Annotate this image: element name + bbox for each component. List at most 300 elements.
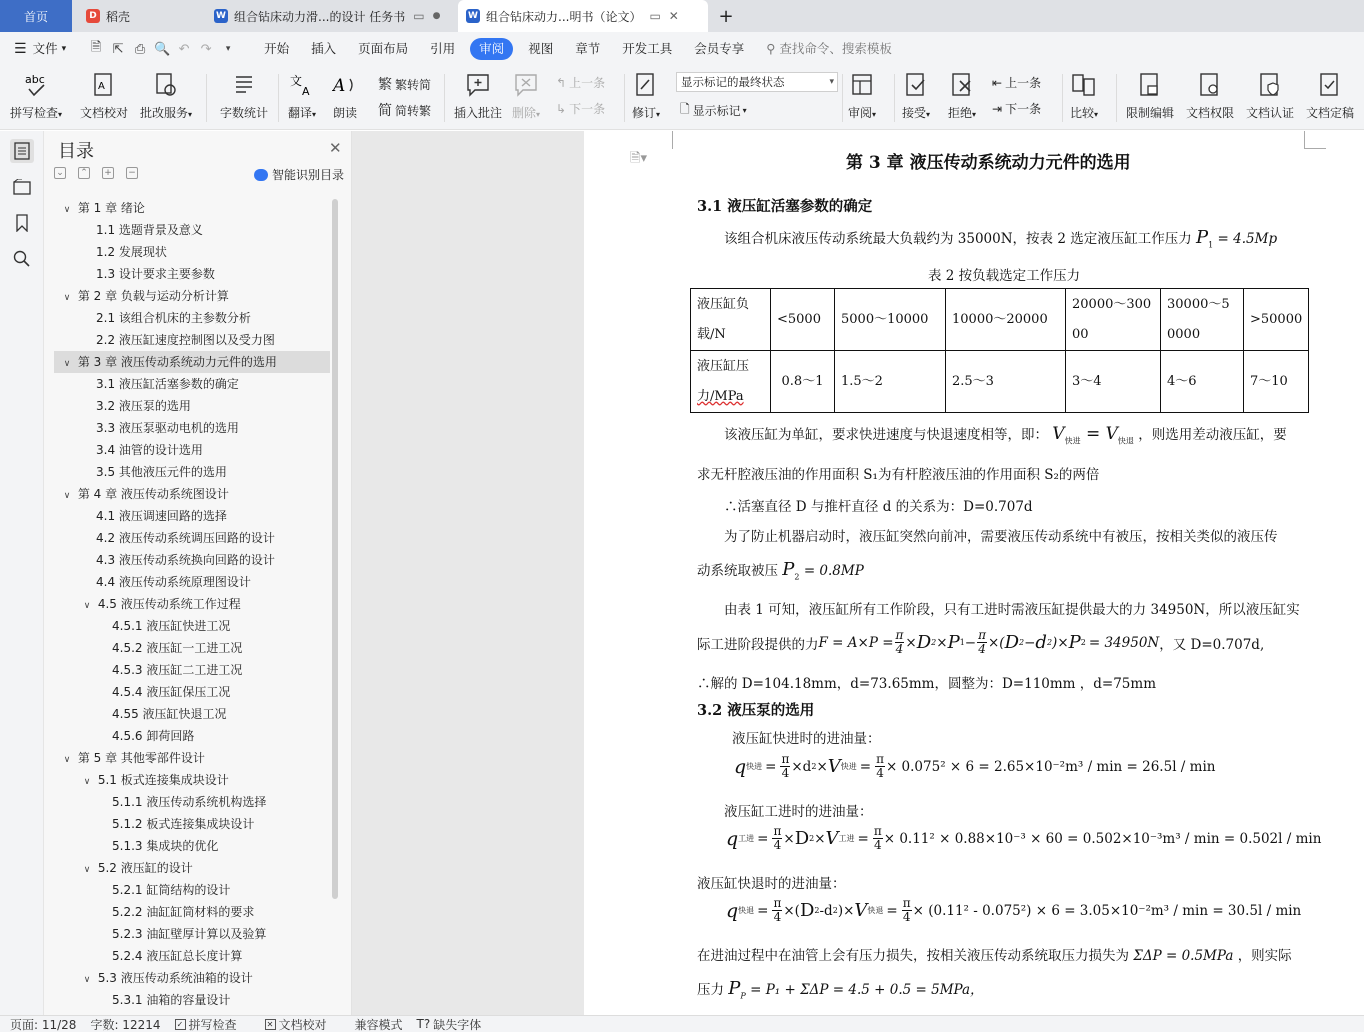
search-icon: ⚲ <box>766 41 776 56</box>
toc-item-label: 5.1.2 板式连接集成块设计 <box>112 817 255 831</box>
toc-item[interactable] <box>54 351 330 373</box>
chevron-down-icon[interactable]: ∨ <box>83 865 91 875</box>
next-change-label: 下一条 <box>1005 102 1042 116</box>
chevron-down-icon[interactable]: ∨ <box>63 755 71 765</box>
section-heading-3-2: 3.2 液压泵的选用 <box>697 702 815 719</box>
spell-check-status[interactable] <box>175 1016 251 1033</box>
chevron-down-icon: ▾ <box>312 110 317 119</box>
formula-operator: = <box>765 758 777 775</box>
tab-home[interactable] <box>0 0 72 32</box>
chevron-down-icon[interactable]: ∨ <box>83 777 91 787</box>
spell-check-icon <box>23 70 49 100</box>
doc-certify-button[interactable] <box>1246 70 1294 121</box>
toc-title: 目录 <box>58 141 94 162</box>
review-pane-button[interactable] <box>848 70 876 121</box>
toc-item[interactable] <box>54 769 330 791</box>
doc-check-button[interactable] <box>80 70 128 121</box>
toc-item[interactable] <box>54 637 330 659</box>
review-pane-icon <box>850 70 874 100</box>
formula-frac: $\frac{\pi}{4}$ <box>773 896 782 924</box>
paragraph <box>724 227 1277 250</box>
paragraph <box>724 423 1287 446</box>
table-cell: 2.5～3 <box>946 351 1066 413</box>
doc-check-label: 文档校对 <box>80 106 129 120</box>
toc-item[interactable] <box>54 879 330 901</box>
markup-state-value: 显示标记的最终状态 <box>681 75 785 89</box>
toc-item-label: 4.5.4 液压缸保压工况 <box>112 685 231 699</box>
paragraph: 由表 1 可知，液压缸所有工作阶段，只有工进时需液压缸提供最大的力 34950N，所以液压缸实 <box>724 602 1300 618</box>
toc-item-label: 第 5 章 其他零部件设计 <box>77 751 205 765</box>
tab-document-2[interactable] <box>458 0 708 32</box>
toc-item-label: 5.1.3 集成块的优化 <box>112 839 219 853</box>
menu-review[interactable]: 审阅 <box>470 38 513 60</box>
prev-comment-label: 上一条 <box>569 76 606 90</box>
trad-to-simp-button[interactable] <box>378 74 431 94</box>
hamburger-icon: ☰ <box>14 41 27 57</box>
toc-item-label: 5.2 液压缸的设计 <box>97 861 193 875</box>
chevron-down-icon: ▾ <box>829 77 834 87</box>
table-cell: 10000～20000 <box>946 289 1066 351</box>
menu-bar <box>0 32 1364 66</box>
menu-member[interactable]: 会员专享 <box>694 41 745 56</box>
doc-certify-label: 文档认证 <box>1246 106 1295 120</box>
chevron-down-icon[interactable]: ∨ <box>63 359 71 369</box>
smart-toc-button[interactable] <box>254 166 344 183</box>
formula-sub: 快进 <box>840 762 857 771</box>
batch-service-icon <box>154 70 178 100</box>
divider <box>842 74 843 122</box>
chevron-down-icon[interactable]: ∨ <box>63 293 71 303</box>
next-comment-label: 下一条 <box>569 102 606 116</box>
delete-comment-icon <box>513 70 539 100</box>
formula-q: q <box>734 755 747 778</box>
formula-sub: 工进 <box>738 834 755 843</box>
toc-item-label: 5.2.2 油缸缸筒材料的要求 <box>112 905 255 919</box>
doc-permission-button[interactable] <box>1186 70 1234 121</box>
toc-item-label: 3.1 液压缸活塞参数的确定 <box>96 377 239 391</box>
formula-text: ΣΔP = 0.5MPa <box>1133 948 1234 964</box>
save-icon[interactable]: 🗎 <box>90 40 102 55</box>
chevron-down-icon[interactable]: ∨ <box>83 975 91 985</box>
toc-item-label: 4.5.6 卸荷回路 <box>112 729 195 743</box>
spell-check-status-label: 拼写检查 <box>188 1017 237 1032</box>
reject-icon <box>950 70 974 100</box>
doc-permission-label: 文档权限 <box>1186 106 1235 120</box>
add-item-icon[interactable]: + <box>102 167 114 179</box>
prev-change-label: 上一条 <box>1005 76 1042 90</box>
table-cell: <5000 <box>771 289 835 351</box>
paragraph-text: 在进油过程中在油管上会有压力损失，按相关液压传动系统取压力损失为 <box>697 948 1129 964</box>
simp-trad-icon: 简 <box>378 103 392 119</box>
finalize-icon <box>1318 70 1342 100</box>
toc-item-label: 4.1 液压调速回路的选择 <box>96 509 227 523</box>
toc-item[interactable] <box>54 417 330 439</box>
chevron-down-icon: ▾ <box>742 106 747 115</box>
close-icon[interactable]: ✕ <box>668 9 679 23</box>
formula-speed: $V_{快进} = V_{快退}$ <box>1052 424 1134 446</box>
paragraph <box>697 559 864 582</box>
simp-to-trad-label: 简转繁 <box>395 103 432 118</box>
formula-p2: $P_2$ <box>782 559 800 582</box>
paragraph-text: 该液压缸为单缸，要求快进速度与快退速度相等，即： <box>724 427 1048 443</box>
toc-panel-icon[interactable] <box>10 139 34 163</box>
cell-text: 液压缸压 <box>697 358 750 374</box>
doc-finalize-button[interactable] <box>1306 70 1354 121</box>
remove-item-icon[interactable]: − <box>126 167 138 179</box>
doc-check-status-label: 文档校对 <box>278 1017 327 1032</box>
prev-comment-button[interactable] <box>556 74 605 91</box>
chevron-down-icon[interactable]: ∨ <box>63 491 71 501</box>
search-icon[interactable] <box>10 247 34 271</box>
chevron-down-icon: ▾ <box>58 110 63 119</box>
trad-simp-icon: 繁 <box>378 77 392 93</box>
toc-item[interactable] <box>54 395 330 417</box>
formula-sub: 快进 <box>746 762 763 771</box>
page-corner-mark <box>672 131 673 149</box>
batch-service-label: 批改服务 <box>140 106 189 120</box>
plus-icon: + <box>718 5 734 27</box>
toc-item-label: 5.1 板式连接集成块设计 <box>97 773 229 787</box>
chevron-down-icon: ▾ <box>656 110 661 119</box>
table-cell: >50000 <box>1244 289 1309 351</box>
page-corner-mark <box>1304 148 1326 149</box>
toc-list <box>54 197 330 1007</box>
formula-operator: = <box>859 758 872 775</box>
toc-item[interactable] <box>54 219 330 241</box>
delete-comment-label: 删除 <box>512 106 537 120</box>
formula-text: × 0.11² × 0.88×10⁻³ × 60 = 0.502×10⁻³m³ / min = 0.502l / min <box>883 830 1322 847</box>
toc-item-label: 4.5.2 液压缸一工进工况 <box>112 641 243 655</box>
toc-item[interactable] <box>54 263 330 285</box>
smart-toc-label: 智能识别目录 <box>272 168 345 182</box>
toc-scrollbar[interactable] <box>332 199 338 899</box>
compare-button[interactable] <box>1070 70 1098 121</box>
menu-developer[interactable]: 开发工具 <box>622 41 673 56</box>
next-comment-button[interactable] <box>556 100 605 117</box>
close-icon[interactable]: ✕ <box>329 139 342 157</box>
prev-change-button[interactable] <box>992 74 1041 91</box>
tab-pin-icon[interactable]: ▭ <box>649 9 661 23</box>
toc-item[interactable] <box>54 791 330 813</box>
toc-item-label: 5.2.4 液压缸总长度计算 <box>112 949 243 963</box>
toc-item-label: 3.5 其他液压元件的选用 <box>96 465 227 479</box>
word-count-icon <box>232 70 256 100</box>
translate-label: 翻译 <box>288 106 313 120</box>
formula-sub: 工进 <box>838 834 855 843</box>
toc-item-label: 4.2 液压传动系统调压回路的设计 <box>96 531 275 545</box>
word-count-button[interactable] <box>220 70 268 121</box>
section-heading-3-1: 3.1 液压缸活塞参数的确定 <box>697 198 873 215</box>
menu-insert[interactable]: 插入 <box>311 41 337 56</box>
toc-item-label: 第 2 章 负载与运动分析计算 <box>77 289 229 303</box>
toc-item-label: 2.2 液压缸速度控制图以及受力图 <box>96 333 275 347</box>
tab-document-1-label: 组合钻床动力滑...的设计 任务书 <box>234 9 406 24</box>
cell-text: 液压缸负 <box>697 296 750 312</box>
toc-item[interactable] <box>54 857 330 879</box>
toc-item-label: 3.4 油管的设计选用 <box>96 443 203 457</box>
word-count-status[interactable]: 字数: 12214 <box>90 1017 161 1032</box>
toc-item-label: 4.5.3 液压缸二工进工况 <box>112 663 243 677</box>
doc-check-status[interactable] <box>265 1016 341 1033</box>
tab-bar <box>0 0 1364 32</box>
formula-frac: $\frac{\pi}{4}$ <box>873 824 882 852</box>
command-search[interactable] <box>755 38 903 60</box>
table-cell: 7～10 <box>1244 351 1309 413</box>
table-cell: 3～4 <box>1066 351 1161 413</box>
read-aloud-button[interactable] <box>332 70 358 121</box>
bookmark-icon[interactable] <box>10 211 34 235</box>
simp-to-trad-button[interactable] <box>378 100 431 120</box>
toc-item-label: 5.3 液压传动系统油箱的设计 <box>97 971 253 985</box>
paragraph: 液压缸快退时的进油量： <box>697 876 846 892</box>
paragraph: 液压缸快进时的进油量： <box>732 731 881 747</box>
toc-item[interactable] <box>54 967 330 989</box>
word-count-label: 字数统计 <box>220 106 269 120</box>
accept-icon <box>904 70 928 100</box>
toc-item-label: 5.1.1 液压传动系统机构选择 <box>112 795 267 809</box>
chevron-down-icon: ▾ <box>926 110 931 119</box>
formula-frac: $\frac{\pi}{4}$ <box>773 824 782 852</box>
accept-button[interactable] <box>902 70 930 121</box>
formula-frac: $\frac{\pi}{4}$ <box>902 896 911 924</box>
toc-item[interactable] <box>54 945 330 967</box>
more-icon[interactable]: ▾ <box>225 44 231 54</box>
chevron-down-icon: ▾ <box>536 110 541 119</box>
reject-label: 拒绝 <box>948 106 973 120</box>
toc-item[interactable] <box>54 901 330 923</box>
table-caption: 表 2 按负载选定工作压力 <box>928 268 1081 284</box>
reject-button[interactable] <box>948 70 976 121</box>
toc-item[interactable] <box>54 747 330 769</box>
toc-item[interactable] <box>54 439 330 461</box>
restrict-editing-button[interactable] <box>1126 70 1174 121</box>
formula-text: × 0.075² × 6 = 2.65×10⁻²m³ / min = 26.5l / min <box>885 758 1216 775</box>
chevron-down-icon: ▾ <box>972 110 977 119</box>
cell-text: 载/N <box>697 326 726 342</box>
batch-service-button[interactable] <box>140 70 192 121</box>
toc-item[interactable] <box>54 373 330 395</box>
formula-p1-value: = 4.5Mp <box>1217 231 1278 247</box>
new-tab-button[interactable] <box>712 0 740 32</box>
toc-item[interactable] <box>54 703 330 725</box>
lock-icon <box>1138 70 1162 100</box>
toc-item[interactable] <box>54 725 330 747</box>
undo-icon[interactable]: ↶ <box>178 41 190 57</box>
chevron-down-icon[interactable]: ∨ <box>83 601 91 611</box>
file-menu[interactable] <box>0 38 77 60</box>
next-comment-icon: ↳ <box>556 101 567 116</box>
toc-item[interactable] <box>54 483 330 505</box>
paragraph-text: ，又 D=0.707d, <box>1159 636 1265 653</box>
markup-state-select[interactable] <box>676 72 838 92</box>
tab-document-2-label: 组合钻床动力...明书（论文） <box>486 9 642 24</box>
word-doc-icon: W <box>214 9 228 23</box>
document-page[interactable] <box>584 131 1364 1015</box>
next-change-button[interactable] <box>992 100 1041 117</box>
toc-item[interactable] <box>54 681 330 703</box>
paragraph-text: 动系统取被压 <box>697 563 778 579</box>
formula-q: q <box>726 899 739 922</box>
formula-operator: = <box>757 902 769 919</box>
track-changes-button[interactable] <box>632 70 660 121</box>
toc-item-label: 第 4 章 液压传动系统图设计 <box>77 487 229 501</box>
toc-item[interactable] <box>54 505 330 527</box>
paragraph: ∴活塞直径 D 与推杆直径 d 的关系为：D=0.707d <box>724 499 1033 515</box>
toc-item[interactable] <box>54 285 330 307</box>
workspace-background <box>352 131 584 1015</box>
nav-strip <box>0 131 44 1015</box>
toc-item[interactable] <box>54 923 330 945</box>
formula-force: F = A×P = $\frac{\pi}{4}$ × D 2 × P 1 − $\frac{\pi}{4}$ ×( D 2 − d 2 )× P 2 = 34950 N <box>818 628 1160 656</box>
show-markup-label: 显示标记 <box>692 104 741 118</box>
toc-item-label: 5.2.3 油缸壁厚计算以及验算 <box>112 927 267 941</box>
table-cell: 4～6 <box>1161 351 1244 413</box>
formula-p1: $P_1$ <box>1196 227 1214 250</box>
print-icon[interactable]: ⎙ <box>134 41 146 57</box>
paragraph-text: 际工进阶段提供的力 <box>697 636 819 653</box>
toc-item[interactable] <box>54 659 330 681</box>
doc-options-icon[interactable]: 🗎▾ <box>630 151 647 166</box>
toc-item-label: 1.3 设计要求主要参数 <box>96 267 215 281</box>
compat-mode-status[interactable]: 兼容模式 <box>354 1017 403 1032</box>
toc-item[interactable] <box>54 549 330 571</box>
toc-item[interactable] <box>54 835 330 857</box>
menu-references[interactable]: 引用 <box>430 41 456 56</box>
menu-page-layout[interactable]: 页面布局 <box>358 41 409 56</box>
checkbox-icon: ✓ <box>175 1019 186 1030</box>
toc-item[interactable] <box>54 615 330 637</box>
export-icon[interactable]: ⇱ <box>112 41 124 57</box>
trad-to-simp-label: 繁转简 <box>395 77 432 92</box>
spell-check-button[interactable] <box>10 70 62 121</box>
formula-sub: 快进 <box>1064 436 1081 446</box>
table-row <box>691 289 1309 351</box>
prev-comment-icon: ↰ <box>556 75 567 90</box>
equation-work-in: q 工进 = $\frac{\pi}{4}$ × D 2 × V 工进 = $\frac{\pi}{4}$ × 0.11² × 0.88×10⁻³ × 60 = 0.502×10⁻³m³ / min = 0.502l / min <box>726 824 1322 852</box>
toc-item[interactable] <box>54 307 330 329</box>
next-change-icon: ⇥ <box>992 101 1003 116</box>
missing-font-status[interactable] <box>417 1016 496 1033</box>
command-search-placeholder: 查找命令、搜索模板 <box>779 41 892 56</box>
read-aloud-icon <box>332 70 358 100</box>
track-changes-icon <box>634 70 658 100</box>
insert-comment-button[interactable] <box>454 70 502 121</box>
redo-icon[interactable]: ↷ <box>200 41 212 57</box>
menu-chapter[interactable]: 章节 <box>575 41 601 56</box>
equation-fast-out: q 快退 = $\frac{\pi}{4}$ ×( D 2 -d 2 )× V 快退 = $\frac{\pi}{4}$ × (0.11² - 0.075²) × 6 = 3.05×10⁻²m³ / min = 30.5l / min <box>726 896 1302 924</box>
divider <box>624 74 625 122</box>
table-cell: 5000～10000 <box>835 289 946 351</box>
prev-change-icon: ⇤ <box>992 75 1003 90</box>
toc-item[interactable] <box>54 593 330 615</box>
chevron-down-icon[interactable]: ∨ <box>63 205 71 215</box>
toc-item-label: 4.4 液压传动系统原理图设计 <box>96 575 251 589</box>
translate-button[interactable] <box>288 70 316 121</box>
delete-comment-button[interactable] <box>512 70 540 121</box>
track-changes-label: 修订 <box>632 106 657 120</box>
smart-toc-icon <box>254 169 268 181</box>
formula-q: q <box>726 827 739 850</box>
compare-icon <box>1071 70 1097 100</box>
paragraph: 求无杆腔液压油的作用面积 S₁为有杆腔液压油的作用面积 S₂的两倍 <box>697 467 1100 483</box>
spell-check-label: 拼写检查 <box>10 106 59 120</box>
paragraph-text: 该组合机床液压传动系统最大负载约为 35000N，按表 2 选定液压缸工作压力 <box>724 231 1192 247</box>
cell-text: 力/MPa <box>697 388 744 404</box>
toc-item[interactable] <box>54 989 330 1007</box>
tab-document-1[interactable] <box>206 0 454 32</box>
restrict-editing-label: 限制编辑 <box>1126 106 1175 120</box>
paragraph: 为了防止机器启动时，液压缸突然向前冲，需要液压传动系统中有被压，按相关类似的液压传 <box>724 529 1278 545</box>
toc-item-label: 5.3.1 油箱的容量设计 <box>112 993 231 1007</box>
toc-item[interactable] <box>54 197 330 219</box>
divider <box>278 74 279 122</box>
chevron-down-icon: ▾ <box>1094 110 1099 119</box>
tab-docer-label: 稻壳 <box>106 9 131 24</box>
tab-docer[interactable] <box>78 0 202 32</box>
svg-text:A: A <box>302 85 310 98</box>
toc-item[interactable] <box>54 571 330 593</box>
tab-home-label: 首页 <box>23 9 48 24</box>
toc-item[interactable] <box>54 813 330 835</box>
review-ribbon <box>0 66 1364 130</box>
shield-icon <box>1258 70 1282 100</box>
file-menu-label: 文件 <box>32 41 58 56</box>
expand-up-icon[interactable]: ⌃ <box>78 167 90 179</box>
toc-item[interactable] <box>54 329 330 351</box>
page-indicator[interactable]: 页面: 11/28 <box>10 1017 77 1032</box>
formula-text: × (0.11² - 0.075²) × 6 = 3.05×10⁻²m³ / min = 30.5l / min <box>912 902 1302 919</box>
missing-font-label: 缺失字体 <box>433 1017 482 1032</box>
page-corner-mark <box>1304 131 1305 149</box>
table-cell: 30000～50000 <box>1161 289 1244 351</box>
toc-item-label: 1.1 选题背景及意义 <box>96 223 203 237</box>
toc-item[interactable] <box>54 241 330 263</box>
formula-text: = 0.8 <box>803 563 841 579</box>
collapse-all-icon[interactable]: ⌄ <box>54 167 66 179</box>
svg-text:文: 文 <box>290 74 303 88</box>
toc-item[interactable] <box>54 527 330 549</box>
divider <box>206 74 207 122</box>
translate-icon <box>289 70 315 100</box>
tab-dot-icon[interactable]: ● <box>432 11 441 21</box>
svg-text:abc: abc <box>25 73 45 86</box>
doc-check-icon <box>92 70 116 100</box>
table-cell: 1.5～2 <box>835 351 946 413</box>
chapter-nav-icon[interactable] <box>10 175 34 199</box>
read-aloud-label: 朗读 <box>332 106 357 120</box>
doc-finalize-label: 文档定稿 <box>1306 106 1355 120</box>
menu-start[interactable]: 开始 <box>264 41 290 56</box>
paragraph: 液压缸工进时的进油量： <box>724 804 873 820</box>
formula-p2-value: = 0.8MP <box>803 563 864 579</box>
formula-operator: = <box>757 830 769 847</box>
font-warning-icon: T? <box>416 1017 431 1031</box>
toc-item-label: 4.5 液压传动系统工作过程 <box>97 597 241 611</box>
print-preview-icon[interactable]: 🔍 <box>154 41 171 57</box>
show-markup-button[interactable] <box>680 100 747 121</box>
docer-icon: D <box>86 9 100 23</box>
pressure-table <box>690 288 1309 413</box>
chevron-down-icon: ▾ <box>872 110 877 119</box>
status-bar <box>0 1015 1364 1032</box>
toc-item-label: 第 3 章 液压传动系统动力元件的选用 <box>77 355 277 369</box>
toc-item-label: 5.2.1 缸筒结构的设计 <box>112 883 231 897</box>
menu-view[interactable]: 视图 <box>528 41 554 56</box>
table-cell <box>691 289 771 351</box>
toc-item[interactable] <box>54 461 330 483</box>
word-doc-icon: W <box>466 9 480 23</box>
tab-pin-icon[interactable]: ▭ <box>413 9 425 23</box>
